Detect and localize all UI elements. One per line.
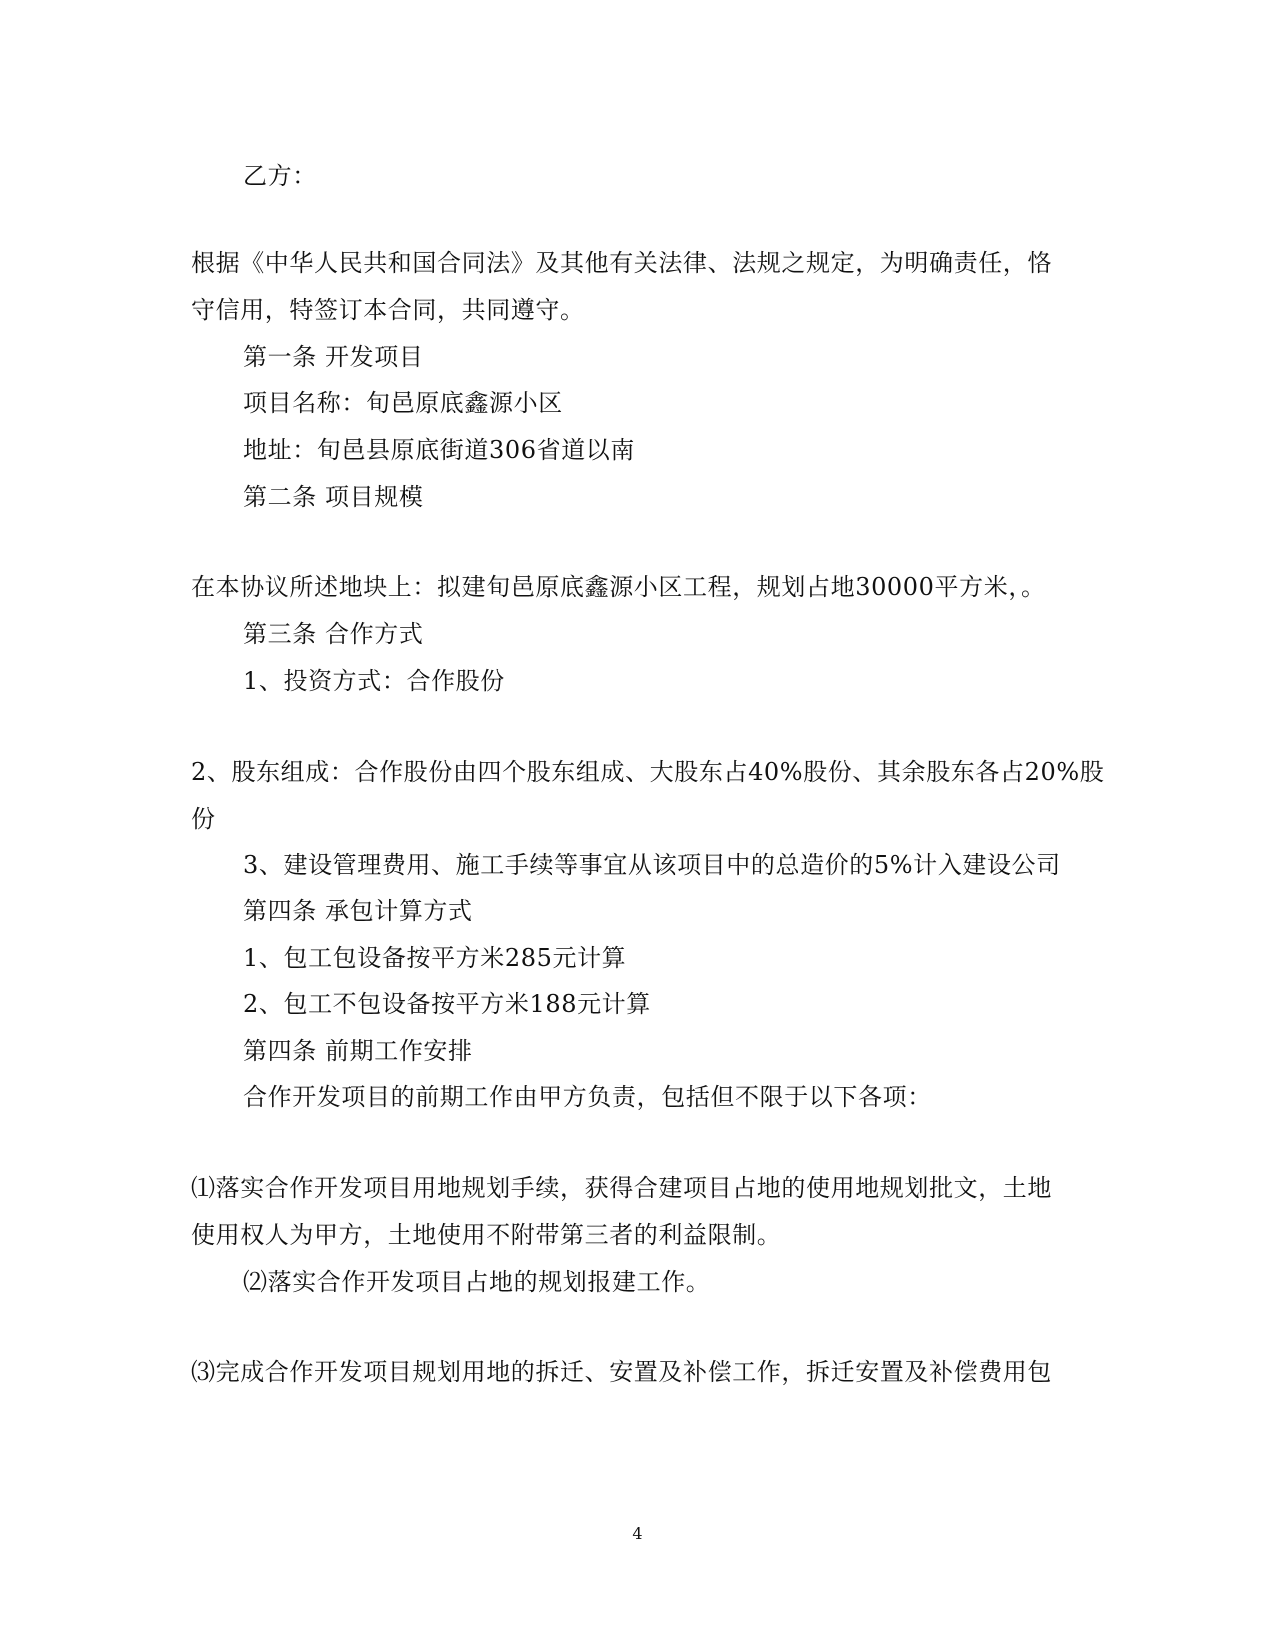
project-name: 项目名称：旬邑原底鑫源小区 (243, 389, 563, 417)
article-2-heading: 第二条 项目规模 (243, 483, 424, 511)
shareholder-line-2: 份 (191, 805, 216, 833)
project-address: 地址：旬邑县原底街道306省道以南 (243, 436, 636, 464)
project-scale-text: 在本协议所述地块上：拟建旬邑原底鑫源小区工程，规划占地30000平方米，。 (191, 573, 1046, 601)
preamble-line-2: 守信用，特签订本合同，共同遵守。 (191, 296, 585, 324)
preliminary-work-intro: 合作开发项目的前期工作由甲方负责，包括但不限于以下各项： (243, 1083, 932, 1111)
item-2: ⑵落实合作开发项目占地的规划报建工作。 (243, 1268, 711, 1296)
page-number: 4 (632, 1524, 643, 1543)
party-b-label: 乙方： (243, 162, 317, 190)
contract-rate-2: 2、包工不包设备按平方米188元计算 (243, 990, 651, 1018)
shareholder-line-1: 2、股东组成：合作股份由四个股东组成、大股东占40%股份、其余股东各占20%股 (191, 758, 1105, 786)
contract-rate-1: 1、包工包设备按平方米285元计算 (243, 944, 627, 972)
item-1-line-2: 使用权人为甲方，土地使用不附带第三者的利益限制。 (191, 1221, 782, 1249)
management-fee: 3、建设管理费用、施工手续等事宜从该项目中的总造价的5%计入建设公司 (243, 851, 1061, 879)
article-4b-heading: 第四条 前期工作安排 (243, 1037, 473, 1065)
preamble-line-1: 根据《中华人民共和国合同法》及其他有关法律、法规之规定，为明确责任，恪 (191, 249, 1052, 277)
investment-method: 1、投资方式：合作股份 (243, 667, 505, 695)
article-3-heading: 第三条 合作方式 (243, 620, 424, 648)
article-4-heading: 第四条 承包计算方式 (243, 897, 473, 925)
item-1-line-1: ⑴落实合作开发项目用地规划手续，获得合建项目占地的使用地规划批文，土地 (191, 1174, 1052, 1202)
item-3-line-1: ⑶完成合作开发项目规划用地的拆迁、安置及补偿工作，拆迁安置及补偿费用包 (191, 1358, 1052, 1386)
article-1-heading: 第一条 开发项目 (243, 343, 424, 371)
